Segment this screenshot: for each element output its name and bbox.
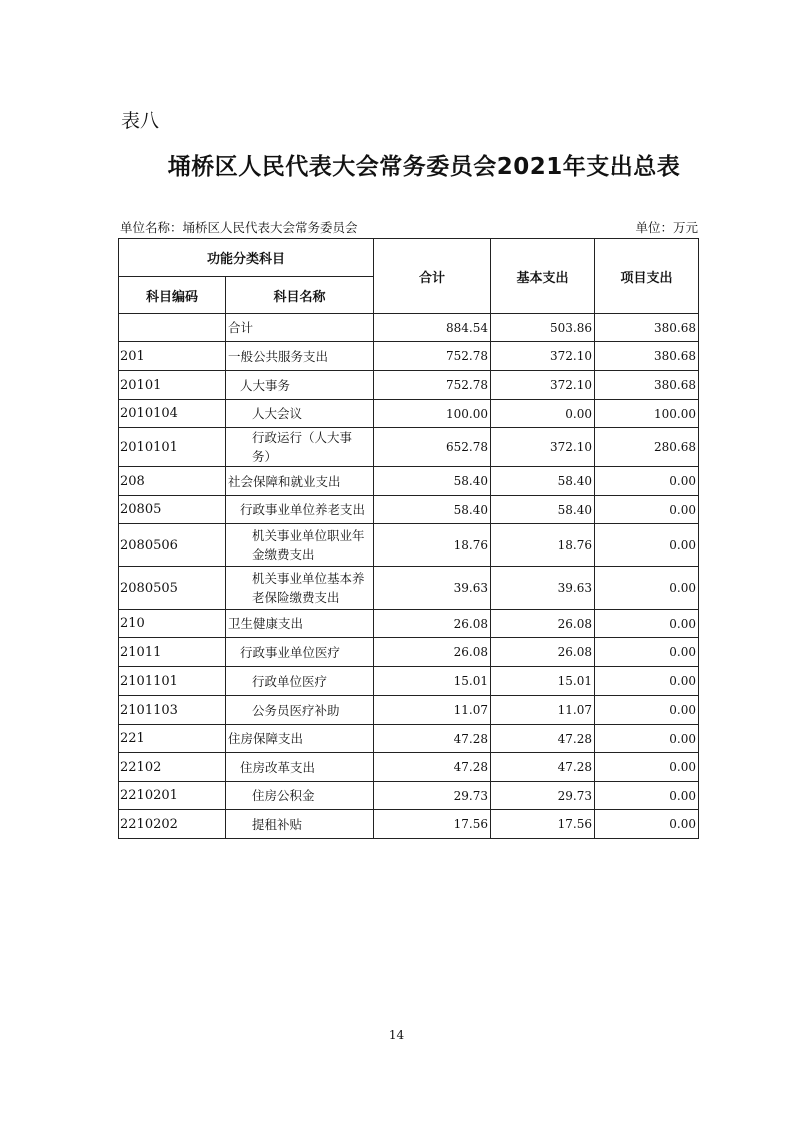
subject-code-cell: 20805 — [119, 496, 226, 524]
header-name: 科目名称 — [226, 277, 374, 314]
subject-name-cell: 机关事业单位基本养老保险缴费支出 — [226, 567, 374, 610]
project-cell: 380.68 — [595, 314, 699, 342]
basic-cell: 26.08 — [491, 638, 595, 667]
subject-name-cell: 卫生健康支出 — [226, 610, 374, 638]
table-row — [119, 725, 699, 753]
project-cell: 100.00 — [595, 400, 699, 428]
currency-unit: 单位：万元 — [635, 220, 698, 235]
subject-name-cell: 公务员医疗补助 — [226, 696, 374, 725]
subject-name-cell: 提租补贴 — [226, 810, 374, 839]
subject-code-cell: 20101 — [119, 371, 226, 400]
total-cell: 15.01 — [374, 667, 491, 696]
header-project: 项目支出 — [595, 239, 699, 314]
total-cell: 29.73 — [374, 782, 491, 810]
basic-cell: 47.28 — [491, 725, 595, 753]
total-cell: 47.28 — [374, 725, 491, 753]
subject-name-cell: 住房公积金 — [226, 782, 374, 810]
table-row — [119, 496, 699, 524]
subject-name-cell: 行政事业单位养老支出 — [226, 496, 374, 524]
basic-cell: 47.28 — [491, 753, 595, 782]
total-cell: 26.08 — [374, 638, 491, 667]
table-row — [119, 782, 699, 810]
project-cell: 0.00 — [595, 753, 699, 782]
table-row — [119, 524, 699, 567]
subject-code-cell: 2010104 — [119, 400, 226, 428]
total-cell: 100.00 — [374, 400, 491, 428]
project-cell: 0.00 — [595, 782, 699, 810]
subject-code-cell: 201 — [119, 342, 226, 371]
project-cell: 280.68 — [595, 428, 699, 467]
basic-cell: 372.10 — [491, 371, 595, 400]
basic-cell: 29.73 — [491, 782, 595, 810]
total-cell: 26.08 — [374, 610, 491, 638]
subject-code-cell: 221 — [119, 725, 226, 753]
total-cell: 17.56 — [374, 810, 491, 839]
project-cell: 0.00 — [595, 524, 699, 567]
subject-code-cell: 2210201 — [119, 782, 226, 810]
total-cell: 39.63 — [374, 567, 491, 610]
basic-cell: 39.63 — [491, 567, 595, 610]
total-cell: 11.07 — [374, 696, 491, 725]
meta-row — [120, 218, 698, 236]
header-code: 科目编码 — [119, 277, 226, 314]
project-cell: 0.00 — [595, 496, 699, 524]
total-cell: 58.40 — [374, 467, 491, 496]
unit-name: 单位名称：埇桥区人民代表大会常务委员会 — [120, 220, 358, 235]
table-row — [119, 567, 699, 610]
basic-cell: 18.76 — [491, 524, 595, 567]
table-row — [119, 342, 699, 371]
subject-name-cell: 人大会议 — [226, 400, 374, 428]
basic-cell: 503.86 — [491, 314, 595, 342]
table-row — [119, 753, 699, 782]
subject-name-cell: 行政单位医疗 — [226, 667, 374, 696]
expenditure-table — [118, 238, 699, 839]
table-row — [119, 667, 699, 696]
header-basic: 基本支出 — [491, 239, 595, 314]
basic-cell: 58.40 — [491, 467, 595, 496]
total-cell: 884.54 — [374, 314, 491, 342]
header-function-category: 功能分类科目 — [119, 239, 374, 277]
subject-name-cell: 住房改革支出 — [226, 753, 374, 782]
table-row — [119, 400, 699, 428]
basic-cell: 58.40 — [491, 496, 595, 524]
subject-code-cell: 2010101 — [119, 428, 226, 467]
total-cell: 47.28 — [374, 753, 491, 782]
basic-cell: 11.07 — [491, 696, 595, 725]
project-cell: 0.00 — [595, 667, 699, 696]
subject-name-cell: 行政事业单位医疗 — [226, 638, 374, 667]
table-row — [119, 467, 699, 496]
project-cell: 0.00 — [595, 467, 699, 496]
subject-name-cell: 人大事务 — [226, 371, 374, 400]
project-cell: 0.00 — [595, 725, 699, 753]
table-row — [119, 371, 699, 400]
document-title: 埇桥区人民代表大会常务委员会2021年支出总表 — [167, 154, 681, 180]
subject-name-cell: 合计 — [226, 314, 374, 342]
subject-code-cell: 208 — [119, 467, 226, 496]
subject-code-cell: 2080506 — [119, 524, 226, 567]
project-cell: 380.68 — [595, 342, 699, 371]
project-cell: 0.00 — [595, 638, 699, 667]
basic-cell: 17.56 — [491, 810, 595, 839]
project-cell: 0.00 — [595, 696, 699, 725]
subject-code-cell: 2101103 — [119, 696, 226, 725]
header-total: 合计 — [374, 239, 491, 314]
subject-code-cell: 2080505 — [119, 567, 226, 610]
total-cell: 752.78 — [374, 371, 491, 400]
subject-name-cell: 机关事业单位职业年金缴费支出 — [226, 524, 374, 567]
subject-name-cell: 行政运行（人大事务） — [226, 428, 374, 467]
table-label: 表八 — [121, 110, 160, 132]
total-cell: 18.76 — [374, 524, 491, 567]
page-number: 14 — [388, 1028, 405, 1042]
total-cell: 752.78 — [374, 342, 491, 371]
table-body — [119, 314, 699, 839]
project-cell: 0.00 — [595, 567, 699, 610]
subject-code-cell: 2101101 — [119, 667, 226, 696]
table-row — [119, 696, 699, 725]
project-cell: 0.00 — [595, 610, 699, 638]
total-cell: 58.40 — [374, 496, 491, 524]
subject-name-cell: 一般公共服务支出 — [226, 342, 374, 371]
subject-code-cell: 210 — [119, 610, 226, 638]
total-cell: 652.78 — [374, 428, 491, 467]
project-cell: 380.68 — [595, 371, 699, 400]
table-row — [119, 314, 699, 342]
basic-cell: 15.01 — [491, 667, 595, 696]
project-cell: 0.00 — [595, 810, 699, 839]
table-row — [119, 810, 699, 839]
subject-code-cell — [119, 314, 226, 342]
basic-cell: 372.10 — [491, 342, 595, 371]
basic-cell: 26.08 — [491, 610, 595, 638]
table-row — [119, 610, 699, 638]
subject-name-cell: 住房保障支出 — [226, 725, 374, 753]
subject-code-cell: 2210202 — [119, 810, 226, 839]
basic-cell: 372.10 — [491, 428, 595, 467]
subject-code-cell: 22102 — [119, 753, 226, 782]
basic-cell: 0.00 — [491, 400, 595, 428]
subject-code-cell: 21011 — [119, 638, 226, 667]
table-row — [119, 638, 699, 667]
subject-name-cell: 社会保障和就业支出 — [226, 467, 374, 496]
table-row — [119, 428, 699, 467]
